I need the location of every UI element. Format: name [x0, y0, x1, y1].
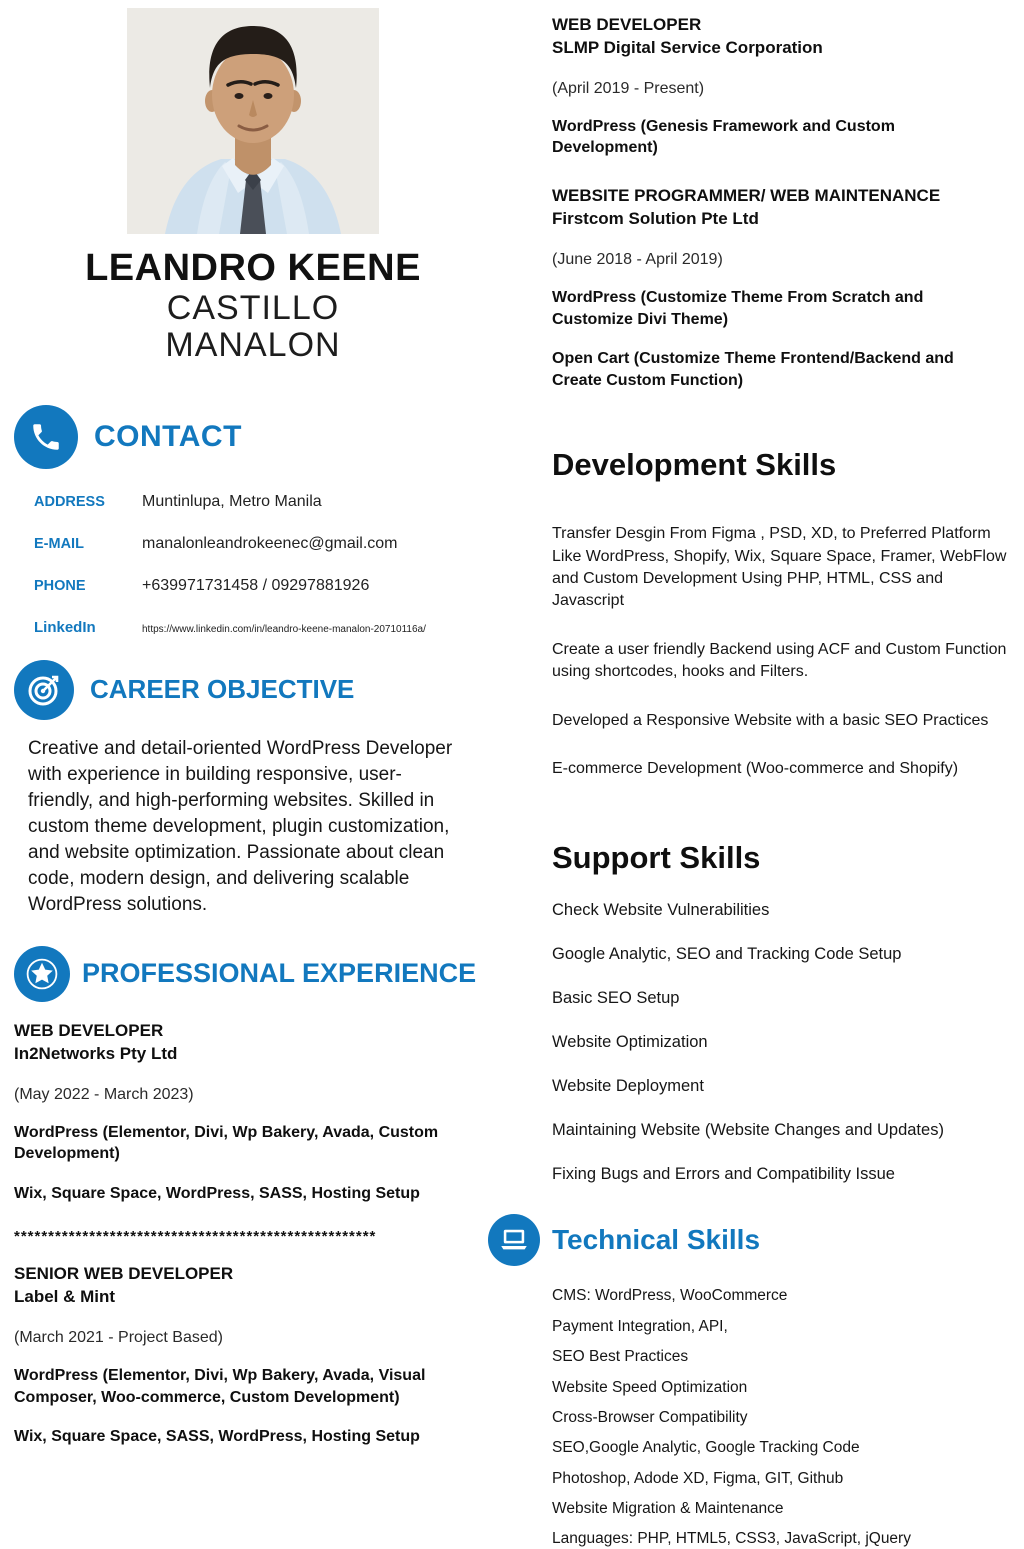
job-company: Firstcom Solution Pte Ltd: [552, 209, 759, 228]
email-value: manalonleandrokeenec@gmail.com: [142, 534, 398, 552]
name-line-3: MANALON: [165, 326, 341, 365]
job-entry: [14, 1263, 492, 1448]
career-objective-heading: CAREER OBJECTIVE: [90, 674, 355, 705]
job-dates: (May 2022 - March 2023): [14, 1085, 194, 1103]
career-objective-text: Creative and detail-oriented WordPress Developer with experience in building responsive, user-friendly, and high-performing websites. Skilled in custom theme development, plugin customization, and website optimization. Passionate about clean code, modern design, and delivering scalable WordPress solutions.: [28, 737, 453, 915]
job-entry: [14, 1020, 492, 1205]
technical-skill-item: SEO Best Practices: [552, 1348, 689, 1366]
job-title: WEB DEVELOPER: [552, 15, 702, 34]
technical-skill-item: SEO,Google Analytic, Google Tracking Code: [552, 1439, 860, 1457]
contact-heading: CONTACT: [94, 419, 242, 453]
contact-row-email: [34, 535, 492, 553]
job-company: Label & Mint: [14, 1287, 116, 1307]
experience-heading: PROFESSIONAL EXPERIENCE: [82, 958, 477, 989]
target-icon: [14, 660, 74, 720]
job-entry: [552, 185, 1010, 391]
contact-rows: [34, 493, 492, 636]
job-title: WEBSITE PROGRAMMER/ WEB MAINTENANCE: [552, 186, 941, 206]
job-point: Wix, Square Space, WordPress, SASS, Hosting Setup: [14, 1184, 420, 1202]
support-skill-item: Fixing Bugs and Errors and Compatibility Issue: [552, 1165, 895, 1184]
phone-label: PHONE: [34, 577, 86, 594]
job-entry: [552, 14, 1010, 159]
development-skill-item: E-commerce Development (Woo-commerce and Shopify): [552, 760, 959, 778]
technical-skill-item: Website Speed Optimization: [552, 1378, 748, 1396]
technical-skills-list: [552, 1286, 1010, 1548]
career-objective-header: [14, 660, 492, 720]
email-label: E-MAIL: [34, 535, 84, 552]
support-skill-item: Website Deployment: [552, 1077, 704, 1096]
technical-skill-item: Cross-Browser Compatibility: [552, 1408, 748, 1426]
address-label: ADDRESS: [34, 493, 105, 510]
profile-photo-illustration: [127, 8, 379, 234]
job-point: WordPress (Genesis Framework and Custom Development): [552, 117, 895, 157]
technical-skill-item: Languages: PHP, HTML5, CSS3, JavaScript, jQuery: [552, 1530, 911, 1548]
contact-section-header: [14, 405, 492, 469]
job-title: SENIOR WEB DEVELOPER: [14, 1264, 234, 1284]
development-skill-item: Transfer Desgin From Figma , PSD, XD, to Preferred Platform Like WordPress, Shopify, Wix, Square Space, Framer, WebFlow and Custom Development Using PHP, HTML, CSS and Javascript: [552, 525, 1007, 610]
name-line-2: CASTILLO: [166, 288, 340, 327]
support-skills-heading: Support Skills: [552, 840, 761, 876]
support-skill-item: Maintaining Website (Website Changes and Updates): [552, 1121, 944, 1140]
support-skill-item: Check Website Vulnerabilities: [552, 901, 770, 920]
support-skill-item: Google Analytic, SEO and Tracking Code Setup: [552, 945, 902, 964]
profile-photo: [127, 8, 379, 234]
technical-skill-item: Payment Integration, API,: [552, 1317, 728, 1335]
address-value: Muntinlupa, Metro Manila: [142, 492, 322, 510]
laptop-icon: [488, 1214, 540, 1266]
development-skills-heading: Development Skills: [552, 447, 837, 483]
development-skill-item: Developed a Responsive Website with a basic SEO Practices: [552, 711, 989, 729]
job-point: WordPress (Customize Theme From Scratch and Customize Divi Theme): [552, 288, 924, 328]
job-point: WordPress (Elementor, Divi, Wp Bakery, Avada, Custom Development): [14, 1123, 439, 1163]
job-company: SLMP Digital Service Corporation: [552, 37, 823, 57]
technical-skill-item: Photoshop, Adode XD, Figma, GIT, Github: [552, 1469, 844, 1487]
experience-section-header: [14, 946, 492, 1002]
contact-row-phone: [34, 577, 492, 595]
job-point: WordPress (Elementor, Divi, Wp Bakery, Avada, Visual Composer, Woo-commerce, Custom Development): [14, 1367, 426, 1406]
development-skill-item: Create a user friendly Backend using ACF and Custom Function using shortcodes, hooks and Filters.: [552, 640, 1007, 681]
candidate-name: [14, 248, 492, 365]
technical-skill-item: Website Migration & Maintenance: [552, 1500, 784, 1518]
star-icon: [14, 946, 70, 1002]
right-column: [506, 0, 1024, 1548]
support-skill-item: Website Optimization: [552, 1033, 708, 1052]
contact-row-address: [34, 493, 492, 511]
phone-icon: [14, 405, 78, 469]
asterisk-divider: *****************************************************: [14, 1228, 377, 1246]
job-dates: (April 2019 - Present): [552, 79, 705, 97]
linkedin-url[interactable]: https://www.linkedin.com/in/leandro-keene-manalon-20710116a/: [142, 623, 426, 635]
technical-skill-item: CMS: WordPress, WooCommerce: [552, 1287, 788, 1305]
job-point: Wix, Square Space, SASS, WordPress, Hosting Setup: [14, 1428, 420, 1446]
job-company: In2Networks Pty Ltd: [14, 1043, 178, 1063]
technical-skills-heading: Technical Skills: [552, 1224, 761, 1256]
contact-row-linkedin: [34, 619, 492, 636]
left-column: [0, 0, 506, 1483]
job-point: Open Cart (Customize Theme Frontend/Backend and Create Custom Function): [552, 350, 954, 389]
job-dates: (March 2021 - Project Based): [14, 1329, 223, 1347]
phone-value: +639971731458 / 09297881926: [142, 576, 370, 594]
job-dates: (June 2018 - April 2019): [552, 250, 723, 268]
linkedin-label: LinkedIn: [34, 618, 96, 636]
job-title: WEB DEVELOPER: [14, 1020, 164, 1040]
name-line-1: LEANDRO KEENE: [85, 247, 421, 289]
technical-skills-header: [552, 1214, 1010, 1266]
support-skill-item: Basic SEO Setup: [552, 989, 680, 1008]
